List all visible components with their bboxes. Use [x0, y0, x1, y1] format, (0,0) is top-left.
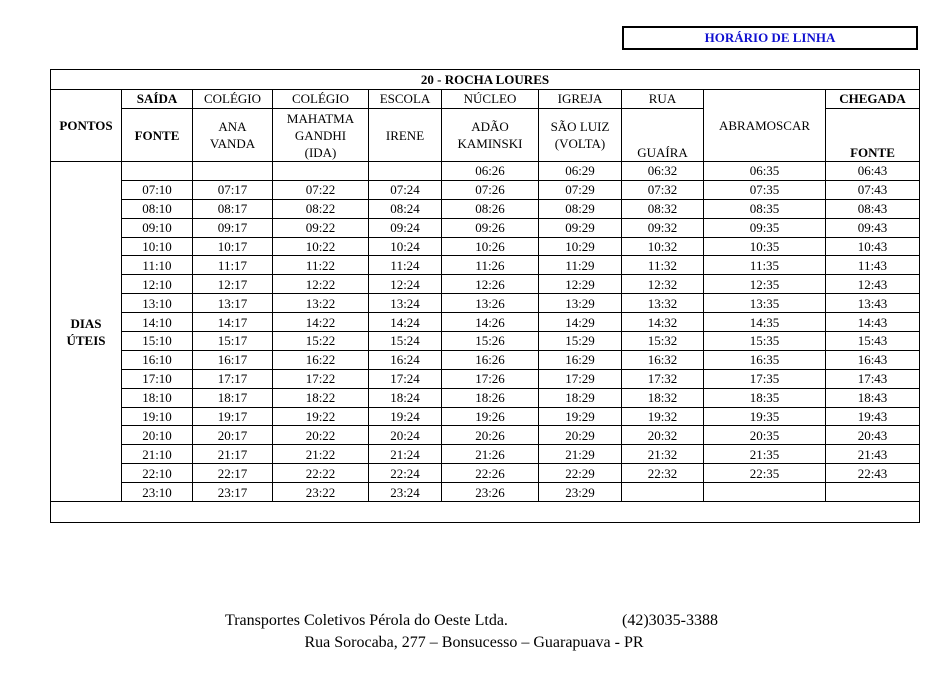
time-cell [826, 483, 920, 502]
time-cell: 09:32 [622, 218, 704, 237]
time-cell: 16:26 [442, 350, 539, 369]
time-cell: 10:35 [704, 237, 826, 256]
table-row [51, 332, 920, 351]
table-row [51, 483, 920, 502]
time-cell: 18:26 [442, 388, 539, 407]
header-colegio-1: COLÉGIO [193, 90, 273, 109]
time-cell: 15:26 [442, 332, 539, 351]
table-row [51, 313, 920, 332]
time-cell: 18:43 [826, 388, 920, 407]
time-cell: 08:10 [122, 199, 193, 218]
time-cell [704, 483, 826, 502]
time-cell: 13:22 [273, 294, 369, 313]
time-cell: 13:29 [539, 294, 622, 313]
time-cell: 17:32 [622, 369, 704, 388]
table-row [51, 162, 920, 181]
table-row [51, 407, 920, 426]
header-sao-luiz-line1: SÃO LUIZ [550, 119, 610, 134]
time-cell: 18:17 [193, 388, 273, 407]
time-cell: 16:24 [369, 350, 442, 369]
time-cell: 07:26 [442, 180, 539, 199]
time-cell: 08:43 [826, 199, 920, 218]
time-cell: 09:29 [539, 218, 622, 237]
time-cell: 11:10 [122, 256, 193, 275]
dias-label-line2: ÚTEIS [66, 332, 106, 348]
time-cell: 07:24 [369, 180, 442, 199]
time-cell: 11:26 [442, 256, 539, 275]
time-cell: 13:35 [704, 294, 826, 313]
table-row [51, 426, 920, 445]
time-cell: 12:32 [622, 275, 704, 294]
time-cell: 14:35 [704, 313, 826, 332]
table-row [51, 388, 920, 407]
time-cell: 11:29 [539, 256, 622, 275]
time-cell: 20:10 [122, 426, 193, 445]
time-cell: 22:26 [442, 464, 539, 483]
table-row [51, 445, 920, 464]
header-mahatma-line1: MAHATMA [286, 110, 355, 126]
header-mahatma-line3: (IDA) [304, 144, 337, 160]
empty-footer-cell [51, 502, 920, 523]
time-cell: 11:17 [193, 256, 273, 275]
dias-uteis-label [51, 162, 122, 502]
time-cell: 21:29 [539, 445, 622, 464]
time-cell: 21:22 [273, 445, 369, 464]
time-cell: 19:24 [369, 407, 442, 426]
header-ana-vanda [193, 109, 273, 162]
time-cell: 17:35 [704, 369, 826, 388]
time-cell: 11:32 [622, 256, 704, 275]
time-cell: 08:35 [704, 199, 826, 218]
time-cell: 13:32 [622, 294, 704, 313]
time-cell: 16:22 [273, 350, 369, 369]
time-cell: 16:17 [193, 350, 273, 369]
company-phone: (42)3035-3388 [622, 612, 718, 629]
time-cell: 09:22 [273, 218, 369, 237]
time-cell: 17:43 [826, 369, 920, 388]
table-row [51, 350, 920, 369]
time-cell: 21:10 [122, 445, 193, 464]
time-cell: 21:17 [193, 445, 273, 464]
time-cell: 06:43 [826, 162, 920, 181]
time-cell: 16:35 [704, 350, 826, 369]
time-cell: 19:29 [539, 407, 622, 426]
time-cell: 07:10 [122, 180, 193, 199]
time-cell: 19:22 [273, 407, 369, 426]
time-cell: 18:22 [273, 388, 369, 407]
header-mahatma-line2: GANDHI [294, 127, 347, 143]
time-cell: 20:24 [369, 426, 442, 445]
table-row [51, 275, 920, 294]
time-cell: 09:24 [369, 218, 442, 237]
time-cell: 21:32 [622, 445, 704, 464]
time-cell: 11:35 [704, 256, 826, 275]
time-cell: 07:17 [193, 180, 273, 199]
time-cell: 16:43 [826, 350, 920, 369]
time-cell: 22:24 [369, 464, 442, 483]
time-cell: 22:29 [539, 464, 622, 483]
time-cell: 19:32 [622, 407, 704, 426]
time-cell: 14:29 [539, 313, 622, 332]
table-row [51, 199, 920, 218]
time-cell: 06:29 [539, 162, 622, 181]
time-cell: 15:24 [369, 332, 442, 351]
header-guaira: GUAÍRA [622, 109, 704, 162]
time-cell: 23:29 [539, 483, 622, 502]
time-cell: 15:22 [273, 332, 369, 351]
route-title: 20 - ROCHA LOURES [51, 70, 920, 90]
table-row [51, 237, 920, 256]
table-row [51, 180, 920, 199]
time-cell: 22:17 [193, 464, 273, 483]
time-cell: 23:26 [442, 483, 539, 502]
time-cell: 16:32 [622, 350, 704, 369]
time-cell: 18:29 [539, 388, 622, 407]
time-cell: 10:29 [539, 237, 622, 256]
time-cell: 16:10 [122, 350, 193, 369]
time-cell: 15:10 [122, 332, 193, 351]
time-cell: 08:17 [193, 199, 273, 218]
table-row [51, 464, 920, 483]
time-cell: 18:10 [122, 388, 193, 407]
header-ana-vanda-line1: ANA [218, 119, 247, 134]
time-cell: 12:35 [704, 275, 826, 294]
time-cell: 07:29 [539, 180, 622, 199]
time-cell: 19:26 [442, 407, 539, 426]
time-cell: 17:22 [273, 369, 369, 388]
time-cell: 22:10 [122, 464, 193, 483]
time-cell: 22:32 [622, 464, 704, 483]
time-cell: 07:22 [273, 180, 369, 199]
time-cell [622, 483, 704, 502]
time-cell: 12:43 [826, 275, 920, 294]
header-igreja: IGREJA [539, 90, 622, 109]
time-cell: 09:43 [826, 218, 920, 237]
company-address: Rua Sorocaba, 277 – Bonsucesso – Guarapuava - PR [304, 634, 644, 651]
time-cell: 07:32 [622, 180, 704, 199]
time-cell: 08:24 [369, 199, 442, 218]
table-row [51, 218, 920, 237]
header-saida: SAÍDA [122, 90, 193, 109]
header-adao-line2: KAMINSKI [457, 136, 523, 151]
time-cell: 10:24 [369, 237, 442, 256]
time-cell: 20:35 [704, 426, 826, 445]
time-cell: 19:43 [826, 407, 920, 426]
header-nucleo: NÚCLEO [442, 90, 539, 109]
header-rua: RUA [622, 90, 704, 109]
time-cell: 14:43 [826, 313, 920, 332]
header-colegio-2: COLÉGIO [273, 90, 369, 109]
company-name: Transportes Coletivos Pérola do Oeste Ltda. [225, 612, 508, 629]
time-cell: 13:24 [369, 294, 442, 313]
time-cell: 22:35 [704, 464, 826, 483]
time-cell: 11:22 [273, 256, 369, 275]
time-cell: 23:17 [193, 483, 273, 502]
time-cell: 14:17 [193, 313, 273, 332]
header-chegada-fonte: FONTE [826, 109, 920, 162]
header-mahatma-gandhi [273, 109, 369, 162]
time-cell: 12:26 [442, 275, 539, 294]
time-cell: 15:35 [704, 332, 826, 351]
header-sao-luiz [539, 109, 622, 162]
time-cell: 15:32 [622, 332, 704, 351]
time-cell: 07:43 [826, 180, 920, 199]
time-cell: 10:43 [826, 237, 920, 256]
header-escola: ESCOLA [369, 90, 442, 109]
time-cell: 22:43 [826, 464, 920, 483]
time-cell: 15:43 [826, 332, 920, 351]
time-cell: 20:26 [442, 426, 539, 445]
time-cell: 21:26 [442, 445, 539, 464]
time-cell: 18:24 [369, 388, 442, 407]
header-pontos: PONTOS [51, 90, 122, 162]
table-footer-row [51, 502, 920, 523]
header-sao-luiz-line2: (VOLTA) [554, 136, 606, 151]
time-cell: 17:17 [193, 369, 273, 388]
time-cell: 17:24 [369, 369, 442, 388]
time-cell: 12:10 [122, 275, 193, 294]
schedule-type-badge: HORÁRIO DE LINHA [622, 26, 918, 50]
time-cell: 06:32 [622, 162, 704, 181]
table-title-row [51, 70, 920, 90]
time-cell: 08:32 [622, 199, 704, 218]
time-cell: 09:10 [122, 218, 193, 237]
time-cell: 14:26 [442, 313, 539, 332]
time-cell [273, 162, 369, 181]
time-cell: 15:17 [193, 332, 273, 351]
time-cell: 08:29 [539, 199, 622, 218]
time-cell: 17:10 [122, 369, 193, 388]
time-cell: 18:32 [622, 388, 704, 407]
time-cell: 11:43 [826, 256, 920, 275]
time-cell: 21:43 [826, 445, 920, 464]
time-cell: 06:26 [442, 162, 539, 181]
time-cell: 22:22 [273, 464, 369, 483]
time-cell: 12:24 [369, 275, 442, 294]
time-cell: 14:32 [622, 313, 704, 332]
time-cell: 20:29 [539, 426, 622, 445]
time-cell: 14:10 [122, 313, 193, 332]
time-cell: 10:26 [442, 237, 539, 256]
time-cell: 08:22 [273, 199, 369, 218]
time-cell: 14:24 [369, 313, 442, 332]
time-cell: 20:32 [622, 426, 704, 445]
time-cell: 10:32 [622, 237, 704, 256]
header-adao-kaminski [442, 109, 539, 162]
time-cell: 15:29 [539, 332, 622, 351]
header-chegada: CHEGADA [826, 90, 920, 109]
time-cell: 12:29 [539, 275, 622, 294]
timetable [50, 69, 920, 523]
time-cell: 08:26 [442, 199, 539, 218]
header-irene: IRENE [369, 109, 442, 162]
time-cell: 20:22 [273, 426, 369, 445]
time-cell: 17:26 [442, 369, 539, 388]
header-row-top [51, 90, 920, 109]
time-cell: 20:17 [193, 426, 273, 445]
header-adao-line1: ADÃO [471, 119, 509, 134]
time-cell: 09:35 [704, 218, 826, 237]
time-cell: 16:29 [539, 350, 622, 369]
time-cell [122, 162, 193, 181]
time-cell: 09:26 [442, 218, 539, 237]
time-cell: 10:10 [122, 237, 193, 256]
time-cell: 18:35 [704, 388, 826, 407]
time-cell: 19:17 [193, 407, 273, 426]
time-cell: 13:26 [442, 294, 539, 313]
time-cell: 12:22 [273, 275, 369, 294]
table-row [51, 294, 920, 313]
header-abramoscar: ABRAMOSCAR [704, 90, 826, 162]
time-cell: 21:24 [369, 445, 442, 464]
table-row [51, 256, 920, 275]
time-cell: 10:17 [193, 237, 273, 256]
dias-label-line1: DIAS [70, 315, 102, 331]
time-cell: 23:24 [369, 483, 442, 502]
time-cell [193, 162, 273, 181]
time-cell: 11:24 [369, 256, 442, 275]
time-cell: 13:10 [122, 294, 193, 313]
time-cell [369, 162, 442, 181]
time-cell: 12:17 [193, 275, 273, 294]
time-cell: 20:43 [826, 426, 920, 445]
time-cell: 07:35 [704, 180, 826, 199]
time-cell: 06:35 [704, 162, 826, 181]
time-cell: 10:22 [273, 237, 369, 256]
time-cell: 19:35 [704, 407, 826, 426]
time-cell: 17:29 [539, 369, 622, 388]
time-cell: 13:43 [826, 294, 920, 313]
time-cell: 23:10 [122, 483, 193, 502]
header-ana-vanda-line2: VANDA [209, 136, 256, 151]
time-cell: 14:22 [273, 313, 369, 332]
time-cell: 21:35 [704, 445, 826, 464]
time-cell: 19:10 [122, 407, 193, 426]
header-saida-fonte: FONTE [122, 109, 193, 162]
time-cell: 13:17 [193, 294, 273, 313]
table-row [51, 369, 920, 388]
time-cell: 09:17 [193, 218, 273, 237]
time-cell: 23:22 [273, 483, 369, 502]
